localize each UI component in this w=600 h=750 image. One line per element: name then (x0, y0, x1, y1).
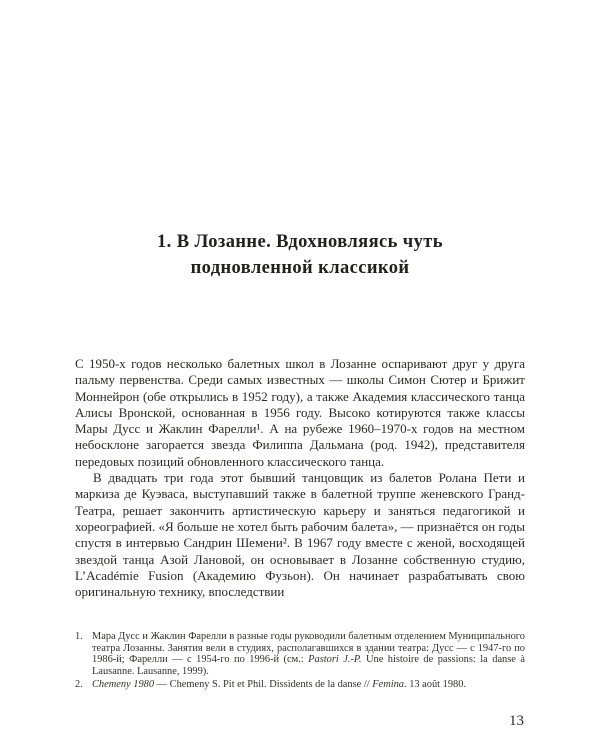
footnotes (75, 631, 525, 693)
footnote-1-text-tail: Une histoire de passions: la danse à Lausanne. Lausanne, 1999). (92, 654, 525, 677)
paragraph-1: С 1950-х годов несколько балетных школ в Лозанне оспаривают друг у друга пальму первенства. Среди самых известных — школы Симон Сютер и Брижит Моннейрон (обе открылись в 1952 году), а также Академия классического танца Алисы Вронской, основанная в 1956 году. Высоко котируются также классы Мары Дусс и Жаклин Фарелли¹. А на рубеже 1960–1970-х годов на местном небосклоне загорается звезда Филиппа Дальмана (род. 1942), представителя передовых позиций обновленного классического танца. (75, 356, 525, 469)
paragraph-2: В двадцать три года этот бывший танцовщик из балетов Ролана Пети и маркиза де Куэваса, выступавший также в балетной труппе женевского Гранд-Театра, решает закончить артистическую карьеру и заняться педагогикой и хореографией. «Я больше не хотел быть рабочим балета», — признаётся он годы спустя в интервью Сандрин Шемени². В 1967 году вместе с женой, восходящей звездой танца Азой Лановой, он основывает в Лозанне собственную студию, L’Académie Fusion (Академию Фузьон). Он начинает разрабатывать свою оригинальную технику, впоследствии (75, 470, 525, 600)
footnote-1-text-main: Мара Дусс и Жаклин Фарелли в разные годы руководили балетным отделением Муниципального театра Лозанны. Занятия вели в студиях, располагавшихся в здании театра: Дусс — с 1947-го по 1986-й; Фарелли — с 1954-го по 1996-й (см.: (92, 631, 525, 666)
chapter-title-line2: подновленной классикой (190, 258, 410, 278)
footnote-2 (75, 679, 525, 691)
footnote-2-text (92, 679, 466, 690)
footnote-1-marker: 1. (75, 631, 83, 642)
footnote-2-text-main: — Chemeny S. Pit et Phil. Dissidents de la danse // (154, 679, 373, 691)
footnote-1-citation-author: Pastori J.-P. (308, 654, 362, 666)
footnote-2-citation-key: Chemeny 1980 (92, 679, 155, 691)
chapter-title (55, 229, 545, 281)
footnote-1-text (92, 631, 525, 677)
footnote-1 (75, 631, 525, 677)
footnote-2-journal-title: Femina (372, 679, 404, 691)
footnote-2-marker: 2. (75, 679, 83, 691)
page-number: 13 (509, 713, 524, 729)
footnote-2-text-tail: . 13 août 1980. (404, 679, 467, 691)
body-text (75, 356, 525, 600)
chapter-title-line1: 1. В Лозанне. Вдохновляясь чуть (157, 232, 443, 252)
